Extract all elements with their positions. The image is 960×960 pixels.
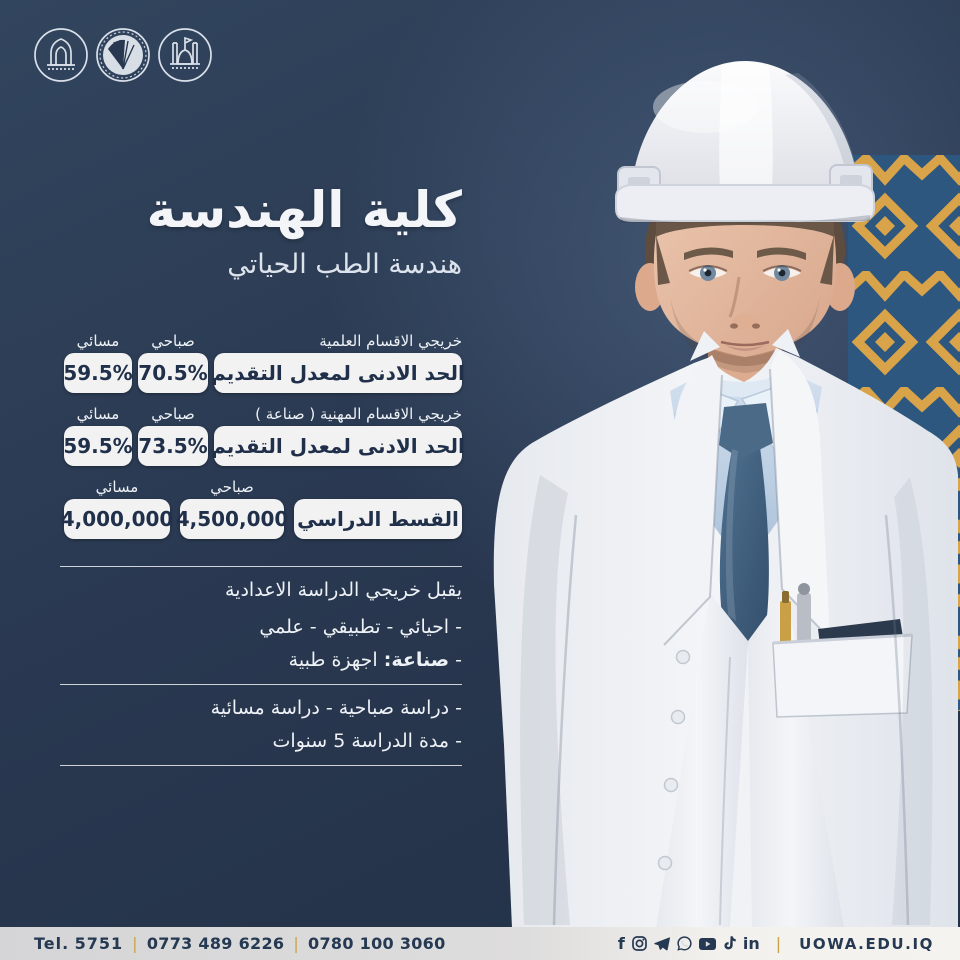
min-average-box: الحد الادنى لمعدل التقديم [214,426,462,466]
website-text: UOWA.EDU.IQ [799,934,934,953]
phone-2: 0780 100 3060 [308,934,446,953]
mosque-minarets-seal-icon [156,26,214,84]
divider [60,684,462,685]
section-header: خريجي الاقسام العلمية [319,332,462,350]
branches-line: - احيائي - تطبيقي - علمي [259,616,462,638]
tuition-box: القسط الدراسي [294,499,462,539]
morning-value-box: 70.5% [138,353,208,393]
page-title: كلية الهندسة [146,181,462,239]
industry-line [60,647,462,674]
divider [60,765,462,766]
phone-1: 0773 489 6226 [146,934,285,953]
industry-rest: اجهزة طبية [288,649,384,671]
section-scientific [60,326,465,393]
engineer-portrait [480,45,960,928]
youtube-icon [699,938,716,950]
details-block [60,556,462,776]
tel-number: 5751 [74,934,124,953]
university-round-seal-icon [94,26,152,84]
contact-bar [0,927,960,960]
evening-label: مسائي [95,478,139,496]
section-header: خريجي الاقسام المهنية ( صناعة ) [255,405,462,423]
morning-label: صباحي [151,405,195,423]
page-subtitle: هندسة الطب الحياتي [227,249,462,280]
instagram-icon [632,936,647,951]
whatsapp-icon [677,936,692,951]
chest-pocket [773,635,912,717]
evening-fee-box: 4,000,000 [64,499,170,539]
gold-pen [780,601,791,647]
divider [60,566,462,567]
study-duration-line: - مدة الدراسة 5 سنوات [272,730,462,752]
morning-value-box: 73.5% [138,426,208,466]
tel-label: Tel. [34,934,70,953]
morning-label: صباحي [210,478,254,496]
telegram-icon [654,937,670,951]
admission-table [60,326,465,545]
phone-group [34,934,446,953]
section-vocational [60,399,465,466]
section-tuition [60,472,462,539]
logo-row [32,26,214,84]
evening-label: مسائي [76,332,120,350]
dash: - [449,649,462,671]
facebook-icon: f [617,933,625,953]
linkedin-icon: in [742,933,760,953]
tiktok-icon [723,936,736,951]
evening-value-box: 59.5% [64,426,132,466]
headline-block [60,178,462,286]
evening-value-box: 59.5% [64,353,132,393]
shrine-dome-seal-icon [32,26,90,84]
evening-label: مسائي [76,405,120,423]
separator: | [775,934,782,953]
industry-bold: صناعة: [383,649,450,671]
social-group [618,934,934,953]
morning-label: صباحي [151,332,195,350]
study-shifts-line: - دراسة صباحية - دراسة مسائية [210,697,462,719]
morning-fee-box: 4,500,000 [180,499,284,539]
separator: | [132,934,138,953]
accepted-graduates-line: يقبل خريجي الدراسة الاعدادية [225,579,462,601]
separator: | [293,934,300,953]
min-average-box: الحد الادنى لمعدل التقديم [214,353,462,393]
